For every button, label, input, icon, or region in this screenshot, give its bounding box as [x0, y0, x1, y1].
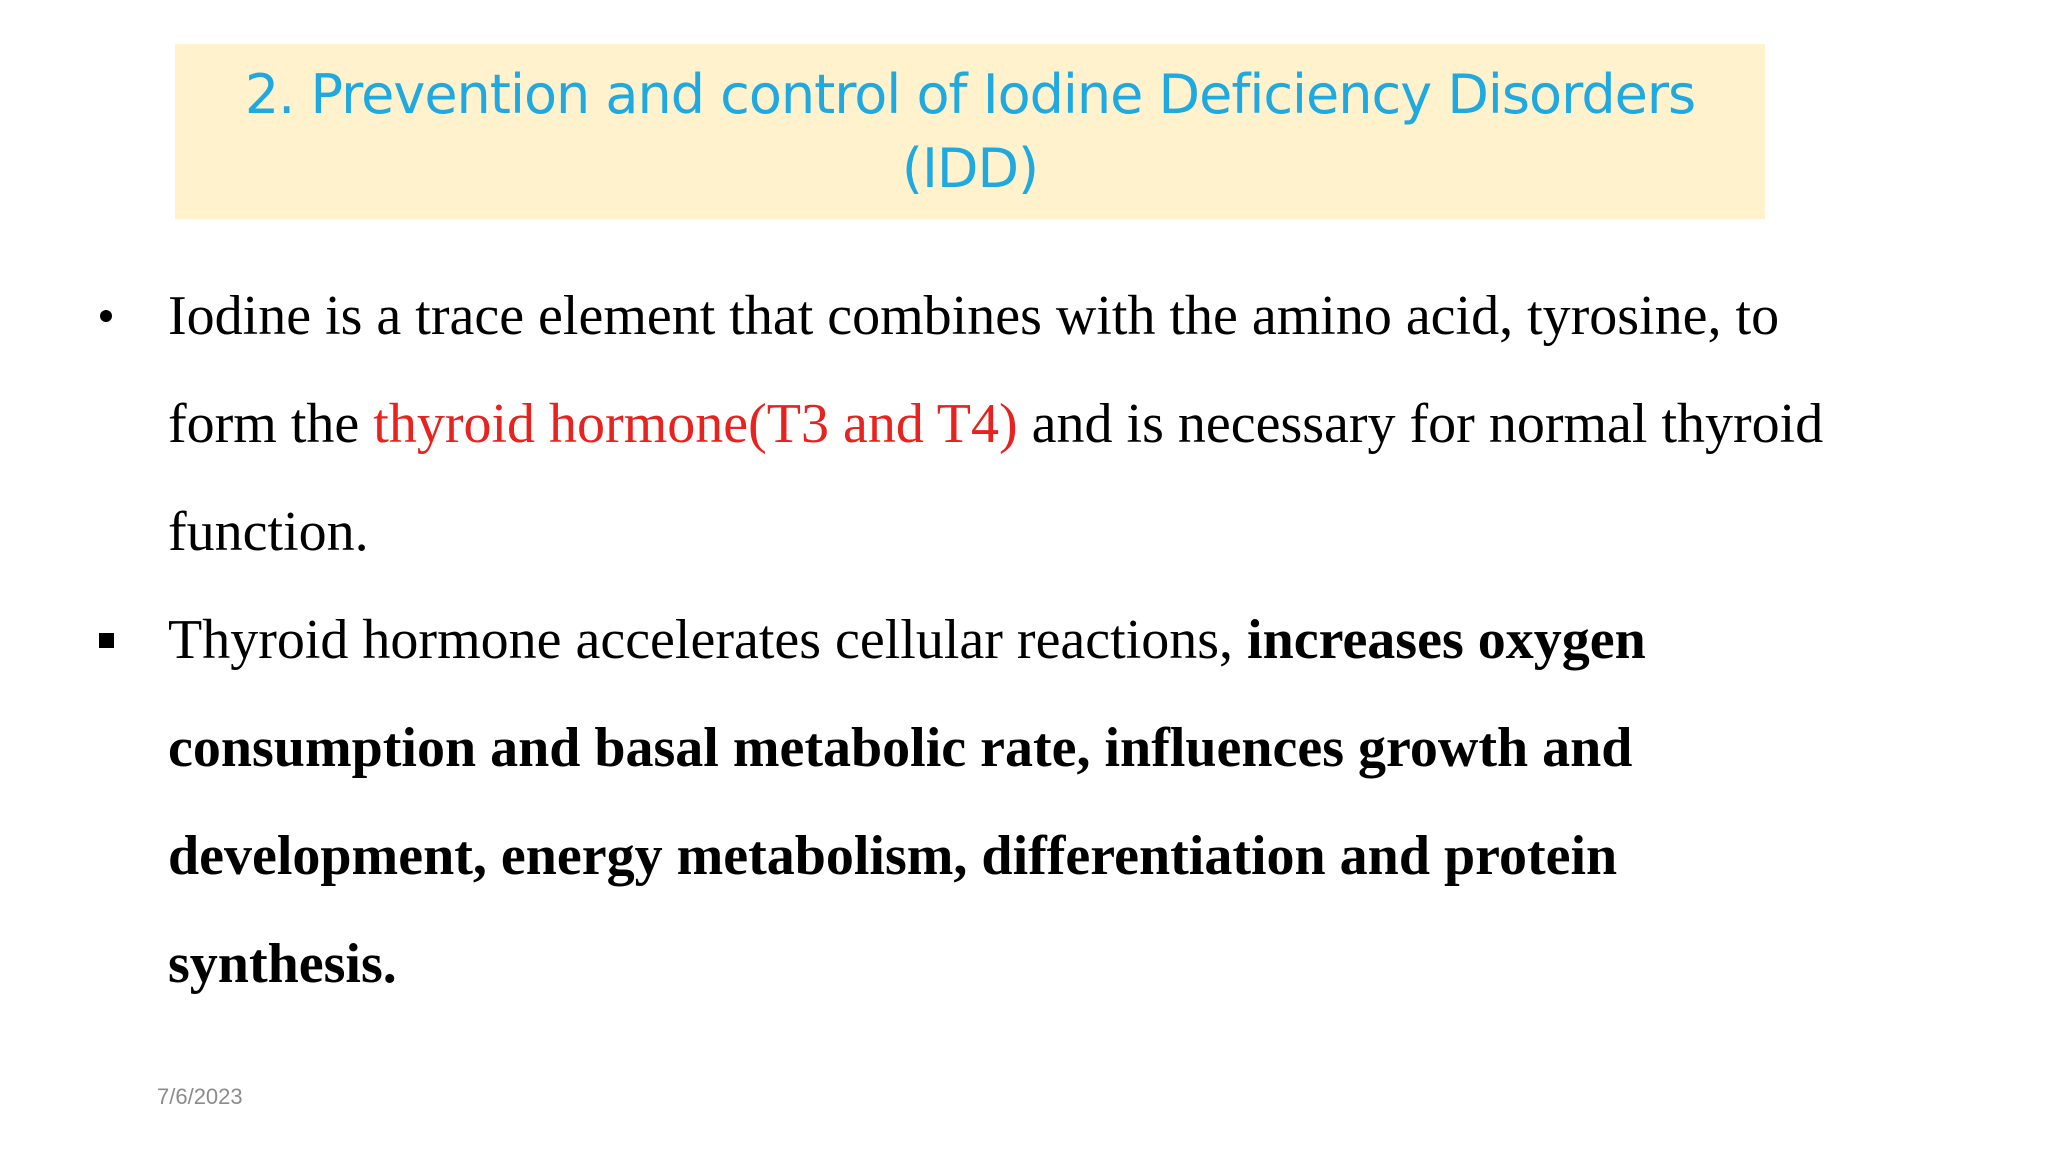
bullet-1-line-3: function.: [168, 501, 369, 563]
bullet-2-line-1-regular: Thyroid hormone accelerates cellular reactions,: [168, 609, 1248, 671]
bullet-2-line-1: [168, 586, 1988, 694]
round-bullet-icon: [86, 262, 126, 370]
bullet-2-line-2: consumption and basal metabolic rate, influences growth and: [168, 717, 1633, 779]
bullet-1-line-2: [168, 370, 1988, 478]
square-bullet-icon: [86, 586, 126, 694]
bullet-1-line-2-prefix: form the: [168, 393, 374, 455]
thyroid-hormone-highlight: thyroid hormone(T3 and T4): [373, 393, 1018, 455]
bullet-2-line-4: synthesis.: [168, 933, 397, 995]
bullet-2-line-1-bold: increases oxygen: [1247, 609, 1646, 671]
slide-title-box: [175, 44, 1765, 219]
bullet-item-iodine: [0, 262, 2048, 586]
footer-date: 7/6/2023: [157, 1084, 243, 1109]
slide-title-line-1: 2. Prevention and control of Iodine Deficiency Disorders: [244, 62, 1696, 126]
bullet-list: [0, 262, 2048, 1018]
bullet-2-line-3: development, energy metabolism, differentiation and protein: [168, 825, 1618, 887]
bullet-item-thyroid-hormone: [0, 586, 2048, 1018]
slide-title-line-2: (IDD): [901, 136, 1039, 200]
bullet-1-line-2-suffix: and is necessary for normal thyroid: [1017, 393, 1824, 455]
bullet-1-line-1: Iodine is a trace element that combines with the amino acid, tyrosine, to: [168, 285, 1780, 347]
